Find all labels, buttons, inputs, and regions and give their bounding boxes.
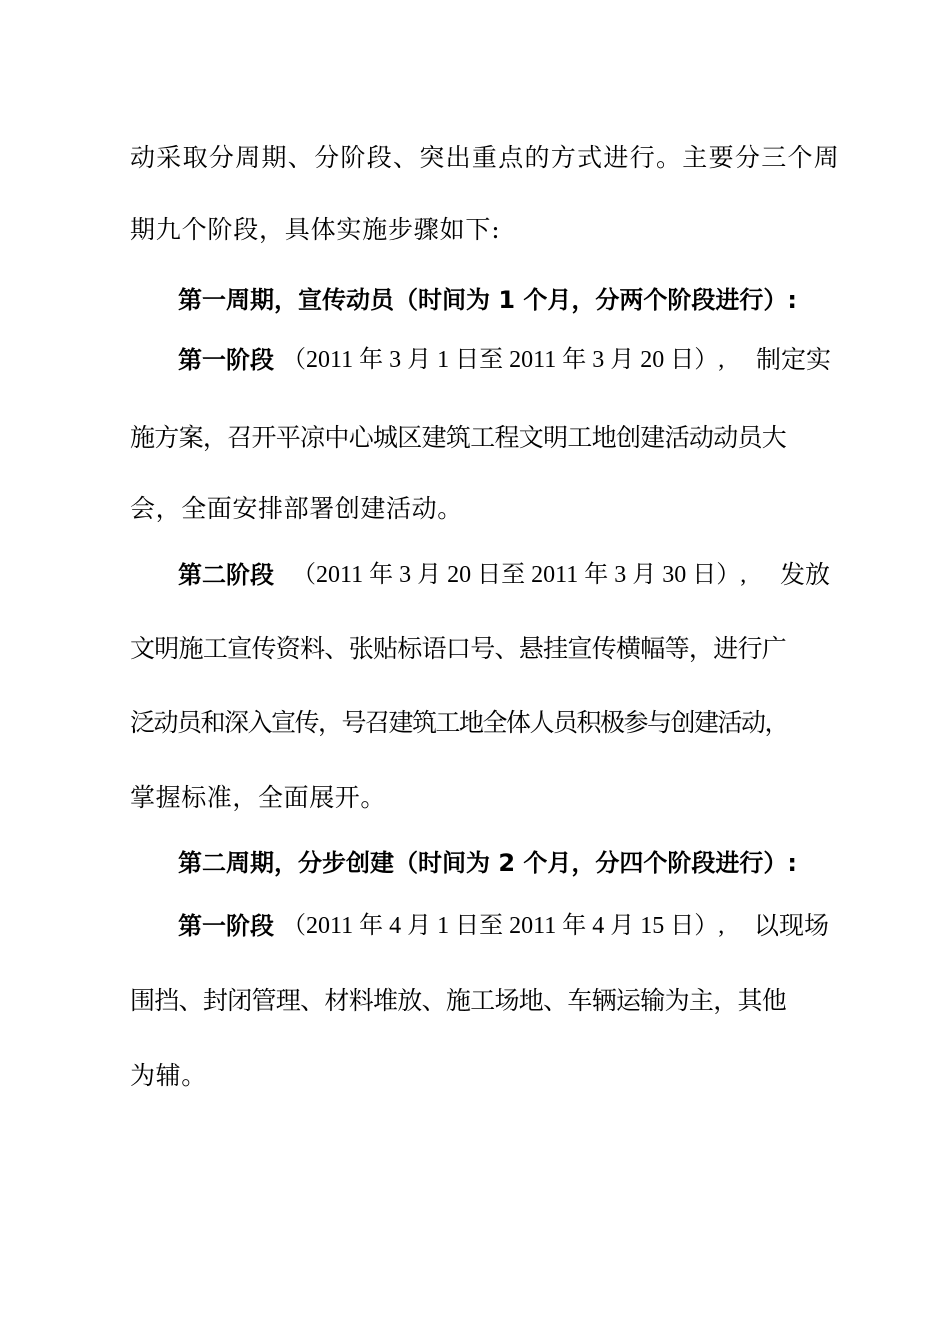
text-line: [0, 340, 950, 380]
paragraph-text: 施方案，召开平凉中心城区建筑工程文明工地创建活动动员大: [130, 423, 787, 452]
stage-label: 第二阶段: [178, 561, 274, 589]
section-heading: 第一周期，宣传动员（时间为 1 个月，分两个阶段进行）:: [178, 286, 798, 314]
paragraph-text: 会，全面安排部署创建活动。: [130, 494, 463, 523]
stage-label: 第一阶段: [178, 346, 274, 374]
text-line: [0, 1056, 950, 1096]
stage-label: 第一阶段: [178, 912, 274, 940]
paragraph-text: 泛动员和深入宣传，号召建筑工地全体人员积极参与创建活动，: [130, 708, 789, 737]
paragraph-text: 发放: [780, 560, 831, 589]
text-line: [0, 981, 950, 1021]
text-line: [0, 489, 950, 529]
text-line: [0, 418, 950, 458]
paragraph-text: 掌握标准，全面展开。: [130, 783, 387, 812]
paragraph-text: 制定实: [756, 345, 832, 374]
text-line: [0, 703, 950, 743]
text-line: [0, 280, 950, 320]
paragraph-text: 动采取分周期、分阶段、突出重点的方式进行。主要分三个周: [130, 143, 841, 172]
text-line: [0, 138, 950, 178]
paragraph-text: 围挡、封闭管理、材料堆放、施工场地、车辆运输为主，其他: [130, 986, 787, 1015]
stage-date: （2011 年 4 月 1 日至 2011 年 4 月 15 日）,: [282, 913, 725, 939]
paragraph-text: 为辅。: [130, 1061, 207, 1090]
paragraph-text: 以现场: [754, 911, 830, 940]
paragraph-text: 期九个阶段，具体实施步骤如下:: [130, 215, 501, 244]
text-line: [0, 906, 950, 946]
text-line: [0, 778, 950, 818]
text-line: [0, 629, 950, 669]
text-line: [0, 210, 950, 250]
paragraph-text: 文明施工宣传资料、张贴标语口号、悬挂宣传横幅等，进行广: [130, 634, 787, 663]
section-heading: 第二周期，分步创建（时间为 2 个月，分四个阶段进行）:: [178, 849, 798, 877]
stage-date: （2011 年 3 月 20 日至 2011 年 3 月 30 日）,: [292, 562, 747, 588]
text-line: [0, 843, 950, 883]
text-line: [0, 555, 950, 595]
stage-date: （2011 年 3 月 1 日至 2011 年 3 月 20 日）,: [282, 347, 725, 373]
